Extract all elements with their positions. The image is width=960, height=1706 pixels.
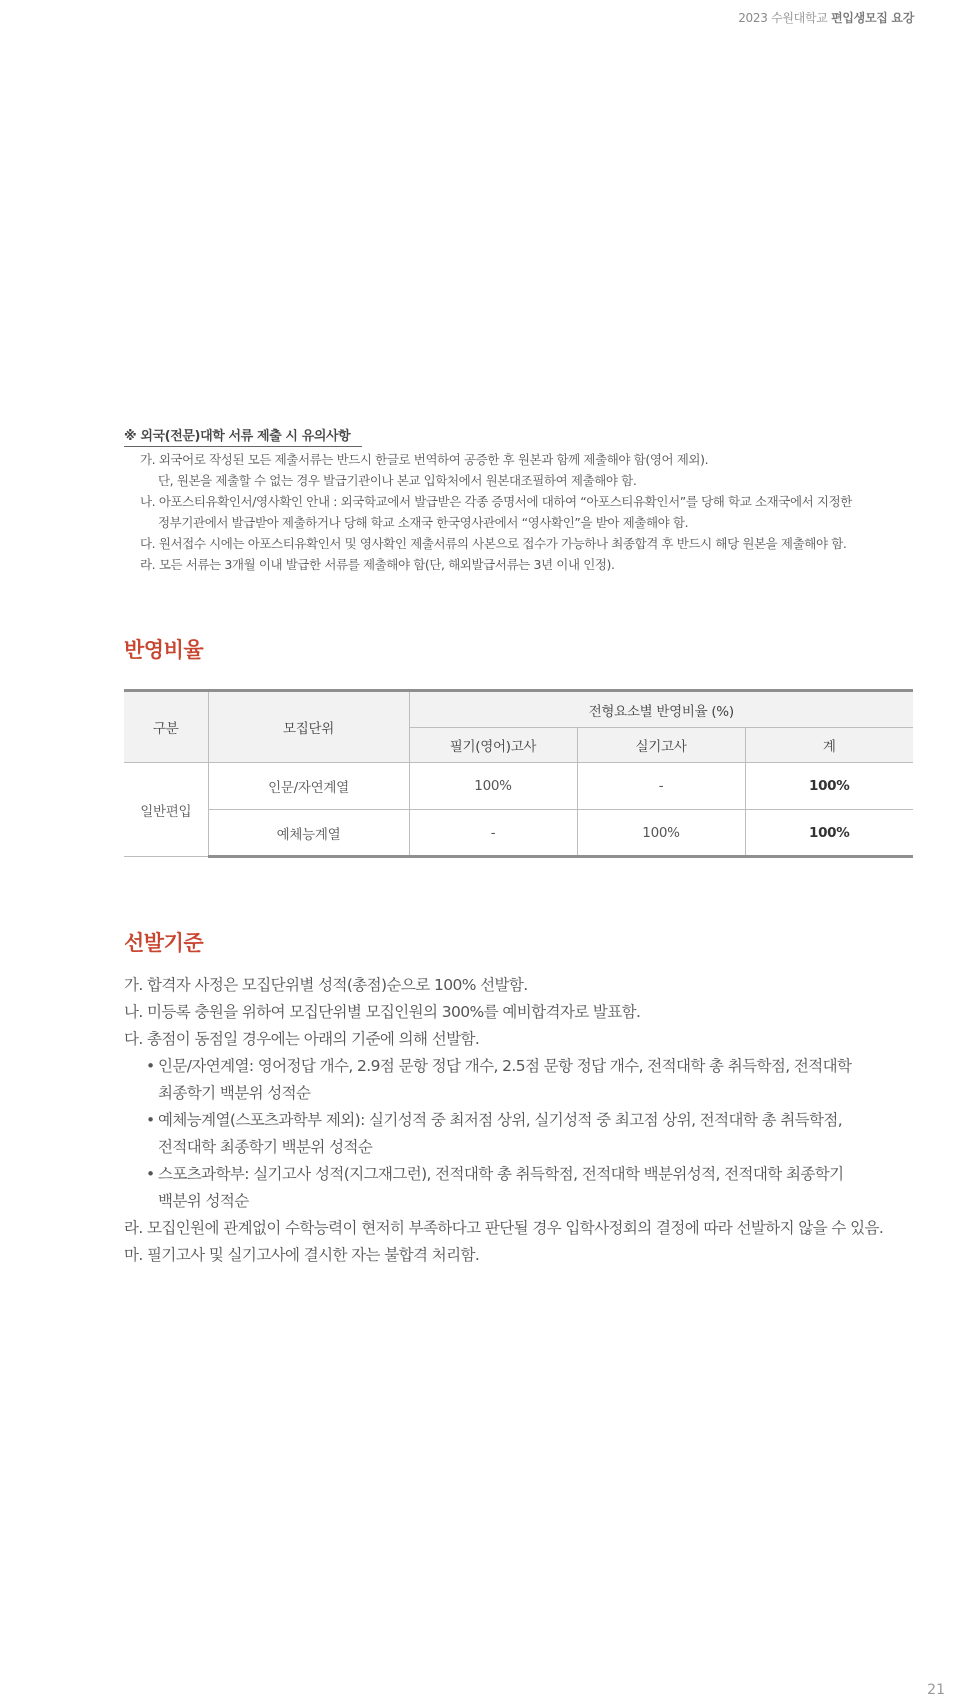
criteria-item: 가. 합격자 사정은 모집단위별 성적(총점)순으로 100% 선발함. [124,976,528,994]
total-cell: 100% [745,763,913,810]
written-cell: 100% [409,763,577,810]
unit-cell: 예체능계열 [208,810,409,857]
bullet-dot: • [146,1111,155,1129]
header-written: 필기(영어)고사 [409,728,577,763]
bullet-continuation: 백분위 성적순 [158,1192,249,1210]
practical-cell: 100% [577,810,745,857]
bullet-text: 예체능계열(스포츠과학부 제외): 실기성적 중 최저점 상위, 실기성적 중 최고점 상위, 전적대학 총 취득학점, [158,1111,843,1129]
page-number: 21 [927,1682,945,1698]
criteria-item: 나. 미등록 충원을 위하여 모집단위별 모집인원의 300%를 예비합격자로 발표함. [124,1003,641,1021]
bullet-continuation: 전적대학 최종학기 백분위 성적순 [158,1138,373,1156]
notice-line: 라. 모든 서류는 3개월 이내 발급한 서류를 제출해야 함(단, 해외발급서류는 3년 이내 인정). [140,557,615,572]
bullet-continuation: 최종학기 백분위 성적순 [158,1084,311,1102]
tiebreak-bullet [124,1161,924,1188]
total-cell: 100% [745,810,913,857]
notice-line: 다. 원서접수 시에는 아포스티유확인서 및 영사확인 제출서류의 사본으로 접수가 가능하나 최종합격 후 반드시 해당 원본을 제출해야 함. [140,536,847,551]
notice-line: 정부기관에서 발급받아 제출하거나 당해 학교 소재국 한국영사관에서 “영사확인”을 받아 제출해야 함. [158,515,689,530]
notice-line: 단, 원본을 제출할 수 없는 경우 발급기관이나 본교 입학처에서 원본대조필하여 제출해야 함. [158,473,637,488]
header-category: 구분 [124,691,208,763]
foreign-document-notice [124,425,924,575]
bullet-text: 인문/자연계열: 영어정답 개수, 2.9점 문항 정답 개수, 2.5점 문항 정답 개수, 전적대학 총 취득학점, 전적대학 [158,1057,852,1075]
notice-title: ※ 외국(전문)대학 서류 제출 시 유의사항 [124,425,362,447]
table-row [124,763,913,810]
criteria-item: 마. 필기고사 및 실기고사에 결시한 자는 불합격 처리함. [124,1246,480,1264]
unit-cell: 인문/자연계열 [208,763,409,810]
bullet-dot: • [146,1165,155,1183]
selection-criteria [124,972,924,1269]
criteria-item: 라. 모집인원에 관계없이 수학능력이 현저히 부족하다고 판단될 경우 입학사정회의 결정에 따라 선발하지 않을 수 있음. [124,1219,884,1237]
header-total: 계 [745,728,913,763]
section-title-ratio: 반영비율 [124,638,204,662]
ratio-table [124,689,913,858]
bullet-text: 스포츠과학부: 실기고사 성적(지그재그런), 전적대학 총 취득학점, 전적대학 백분위성적, 전적대학 최종학기 [158,1165,844,1183]
section-title-criteria: 선발기준 [124,931,204,955]
header-doc-title: 편입생모집 요강 [831,11,914,25]
criteria-item: 다. 총점이 동점일 경우에는 아래의 기준에 의해 선발함. [124,1030,480,1048]
header-unit: 모집단위 [208,691,409,763]
tiebreak-bullet [124,1107,924,1134]
written-cell: - [409,810,577,857]
practical-cell: - [577,763,745,810]
header-year: 2023 [738,11,768,25]
table-row [124,810,913,857]
notice-line: 나. 아포스티유확인서/영사확인 안내 : 외국학교에서 발급받은 각종 증명서에 대하여 “아포스티유확인서”를 당해 학교 소재국에서 지정한 [140,494,852,509]
header-group: 전형요소별 반영비율 (%) [409,691,913,728]
tiebreak-bullet [124,1053,924,1080]
header-school: 수원대학교 [771,11,828,25]
category-cell: 일반편입 [124,763,208,857]
header-practical: 실기고사 [577,728,745,763]
page-header [738,9,914,26]
notice-line: 가. 외국어로 작성된 모든 제출서류는 반드시 한글로 번역하여 공증한 후 원본과 함께 제출해야 함(영어 제외). [140,452,709,467]
bullet-dot: • [146,1057,155,1075]
